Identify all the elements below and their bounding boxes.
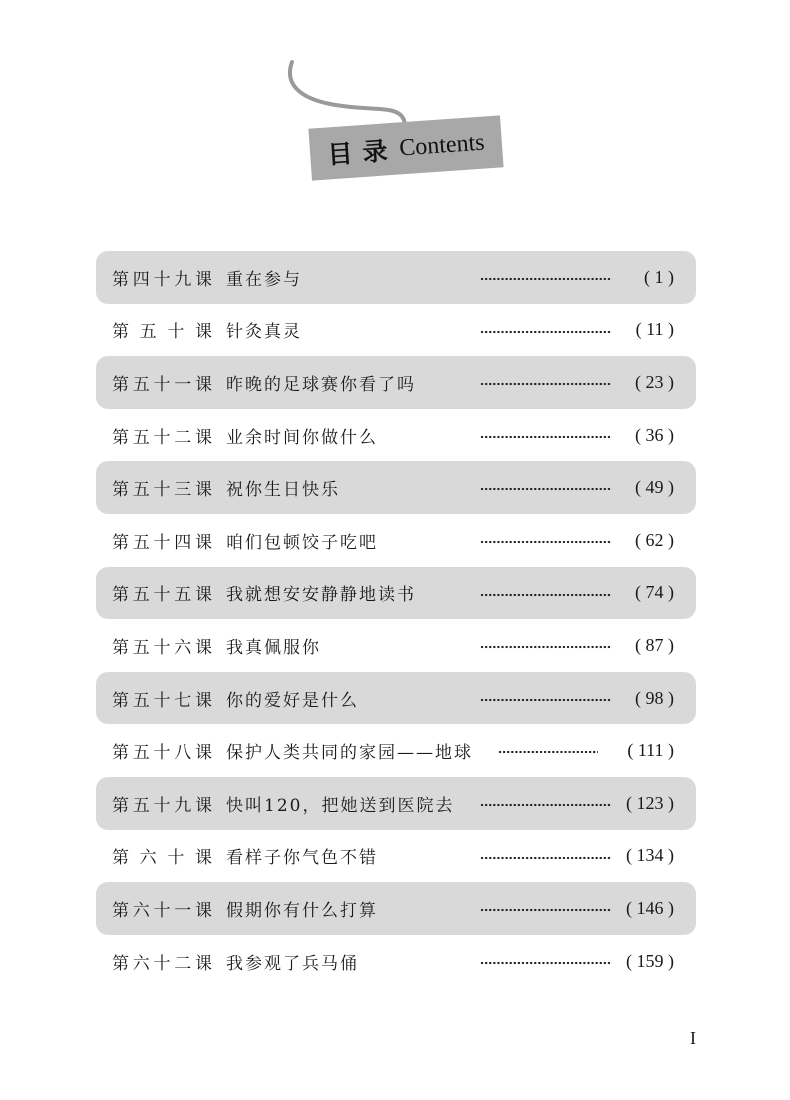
lesson-number: 第五十九课 (112, 795, 212, 816)
page-ref: ( 123 ) (626, 792, 674, 813)
lesson-title: 假期你有什么打算 (226, 900, 378, 921)
lesson-number: 第五十八课 (112, 743, 212, 764)
title-banner (0, 0, 790, 200)
page-ref: ( 87 ) (635, 634, 674, 655)
toc-row[interactable] (96, 304, 696, 357)
page-number: I (690, 1028, 696, 1048)
dot-leader (480, 435, 612, 439)
dot-leader (480, 961, 612, 965)
title-cn: 目录 (326, 135, 399, 170)
toc-row[interactable] (96, 409, 696, 462)
dot-leader (498, 750, 598, 754)
lesson-title: 保护人类共同的家园——地球 (226, 743, 473, 764)
dot-leader (480, 487, 612, 491)
lesson-title: 我就想安安静静地读书 (226, 585, 416, 606)
page-ref: ( 23 ) (635, 371, 674, 392)
lesson-number: 第六十一课 (112, 900, 212, 921)
lesson-number: 第五十四课 (112, 532, 212, 553)
page-ref: ( 111 ) (627, 740, 674, 761)
page-ref: ( 1 ) (644, 266, 674, 287)
lesson-title: 看样子你气色不错 (226, 848, 378, 869)
toc-row[interactable] (96, 251, 696, 304)
dot-leader (480, 645, 612, 649)
toc-row[interactable] (96, 619, 696, 672)
table-of-contents (96, 251, 696, 987)
dot-leader (480, 330, 612, 334)
lesson-number: 第六十课 (112, 848, 212, 869)
lesson-number: 第五十七课 (112, 690, 212, 711)
dot-leader (480, 593, 612, 597)
lesson-title: 重在参与 (226, 269, 302, 290)
lesson-number: 第五十课 (112, 322, 212, 343)
page-ref: ( 134 ) (626, 845, 674, 866)
title-en: Contents (398, 129, 486, 161)
toc-row[interactable] (96, 672, 696, 725)
page-ref: ( 11 ) (635, 319, 674, 340)
lesson-number: 第五十一课 (112, 374, 212, 395)
lesson-number: 第五十三课 (112, 480, 212, 501)
dot-leader (480, 856, 612, 860)
dot-leader (480, 908, 612, 912)
dot-leader (480, 803, 612, 807)
lesson-title: 咱们包顿饺子吃吧 (226, 532, 378, 553)
lesson-number: 第四十九课 (112, 269, 212, 290)
lesson-title: 针灸真灵 (226, 322, 302, 343)
page-ref: ( 146 ) (626, 897, 674, 918)
toc-row[interactable] (96, 882, 696, 935)
page-ref: ( 98 ) (635, 687, 674, 708)
lesson-number: 第六十二课 (112, 953, 212, 974)
lesson-title: 我真佩服你 (226, 637, 321, 658)
toc-row[interactable] (96, 830, 696, 883)
dot-leader (480, 277, 612, 281)
lesson-number: 第五十六课 (112, 637, 212, 658)
page-ref: ( 74 ) (635, 582, 674, 603)
toc-row[interactable] (96, 356, 696, 409)
toc-row[interactable] (96, 461, 696, 514)
toc-row[interactable] (96, 777, 696, 830)
page-ref: ( 36 ) (635, 424, 674, 445)
toc-row[interactable] (96, 724, 696, 777)
lesson-number: 第五十二课 (112, 427, 212, 448)
toc-row[interactable] (96, 567, 696, 620)
lesson-title: 业余时间你做什么 (226, 427, 378, 448)
dot-leader (480, 382, 612, 386)
lesson-title: 祝你生日快乐 (226, 480, 340, 501)
lesson-title: 我参观了兵马俑 (226, 953, 359, 974)
page-ref: ( 62 ) (635, 529, 674, 550)
lesson-number: 第五十五课 (112, 585, 212, 606)
lesson-title: 昨晚的足球赛你看了吗 (226, 374, 416, 395)
page-ref: ( 159 ) (626, 950, 674, 971)
lesson-title: 你的爱好是什么 (226, 690, 359, 711)
toc-row[interactable] (96, 935, 696, 988)
toc-row[interactable] (96, 514, 696, 567)
dot-leader (480, 698, 612, 702)
lesson-title: 快叫120，把她送到医院去 (226, 795, 455, 816)
dot-leader (480, 540, 612, 544)
page-ref: ( 49 ) (635, 477, 674, 498)
